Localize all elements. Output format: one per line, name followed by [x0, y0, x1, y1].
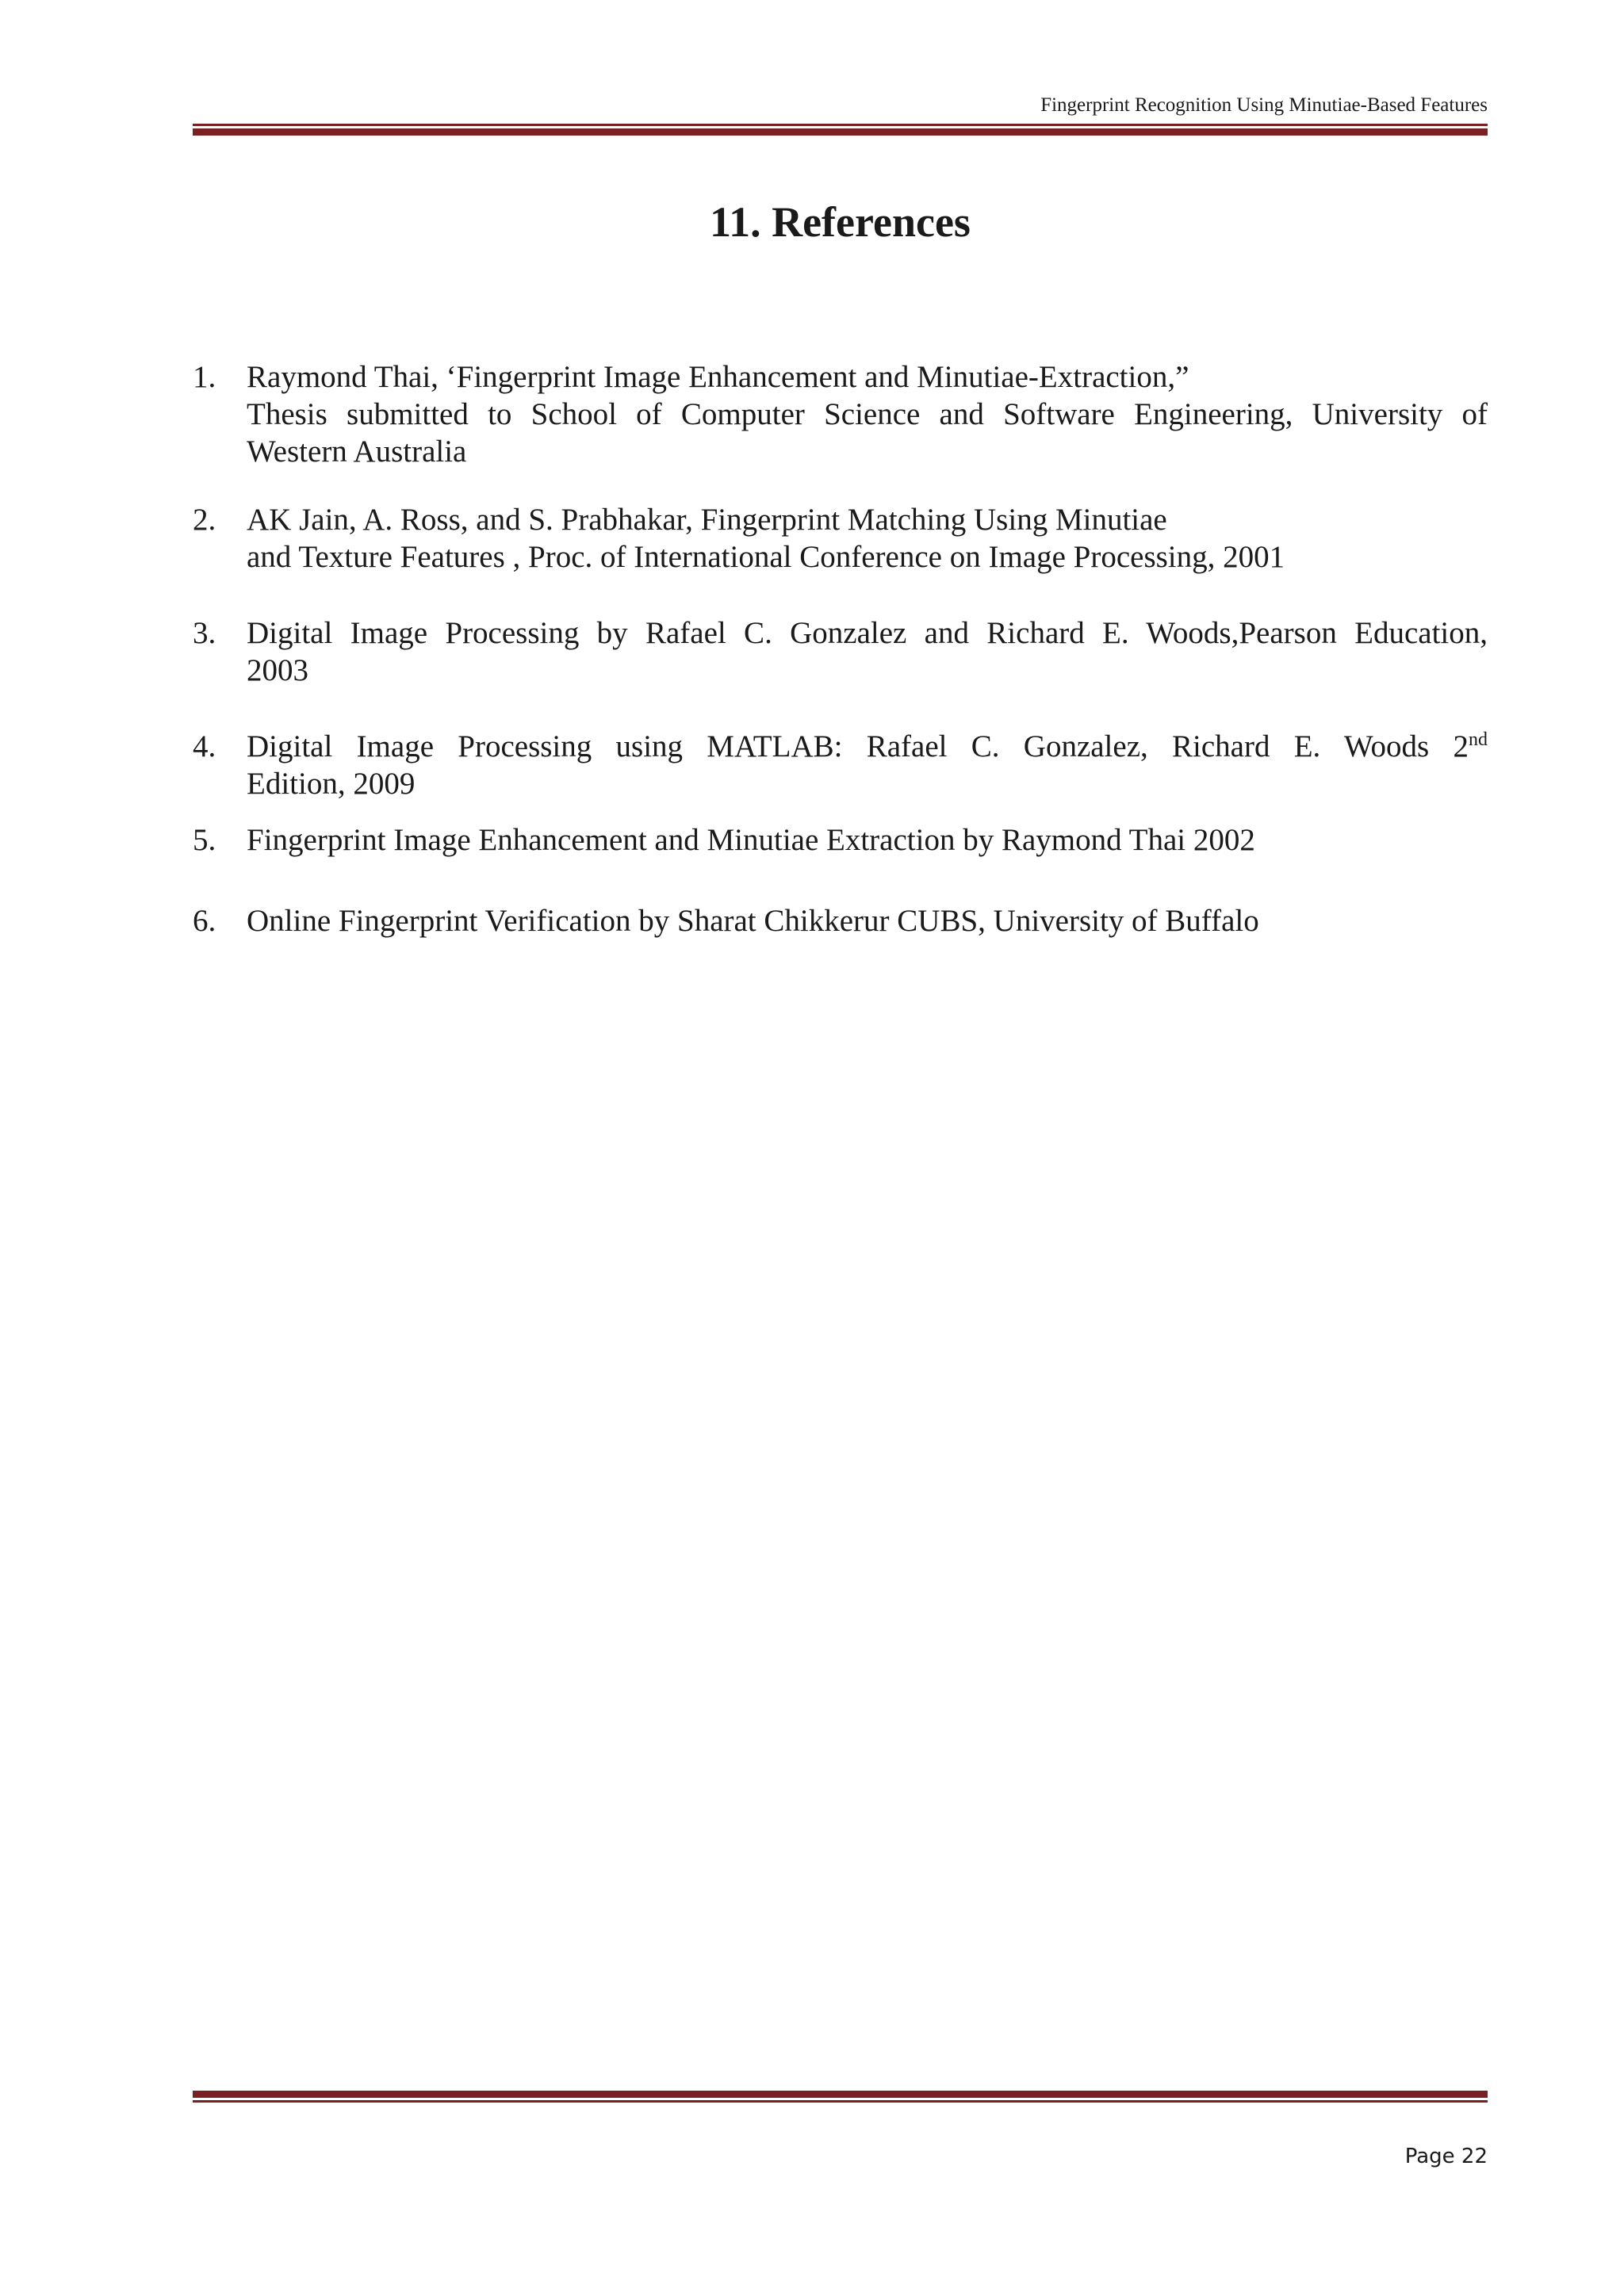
reference-item-5 — [193, 821, 1488, 859]
reference-text — [247, 902, 1488, 939]
ordinal-superscript: nd — [1469, 729, 1488, 750]
reference-text — [247, 358, 1488, 470]
section-heading: 11. References — [710, 198, 971, 246]
reference-item-6 — [193, 902, 1488, 939]
reference-number: 5. — [193, 823, 216, 857]
page-number: Page 22 — [1404, 2145, 1488, 2168]
reference-text — [247, 614, 1488, 689]
reference-text — [247, 821, 1488, 859]
running-header: Fingerprint Recognition Using Minutiae-Based Features — [1040, 94, 1488, 116]
reference-number: 4. — [193, 729, 216, 763]
footer-rule — [193, 2091, 1488, 2103]
reference-line: 2003 — [247, 653, 308, 687]
reference-line: and Texture Features , Proc. of International Conference on Image Processing, 2001 — [247, 540, 1285, 574]
reference-number: 6. — [193, 904, 216, 938]
reference-line: Thesis submitted to School of Computer Science and Software Engineering, University of — [247, 397, 1488, 431]
reference-line-text: Digital Image Processing using MATLAB: Rafael C. Gonzalez, Richard E. Woods 2 — [247, 729, 1469, 763]
reference-number: 3. — [193, 616, 216, 650]
reference-line: Online Fingerprint Verification by Sharat Chikkerur CUBS, University of Buffalo — [247, 904, 1259, 938]
reference-line: Raymond Thai, ‘Fingerprint Image Enhancement and Minutiae-Extraction,” — [247, 360, 1189, 394]
reference-number: 1. — [193, 360, 216, 394]
reference-item-1 — [193, 358, 1488, 470]
reference-line: Fingerprint Image Enhancement and Minutiae Extraction by Raymond Thai 2002 — [247, 823, 1255, 857]
header-rule — [193, 124, 1488, 136]
reference-text — [247, 728, 1488, 802]
reference-item-4 — [193, 728, 1488, 802]
reference-line — [247, 728, 1488, 765]
reference-item-3 — [193, 614, 1488, 689]
reference-item-2 — [193, 501, 1488, 576]
reference-line: AK Jain, A. Ross, and S. Prabhakar, Fingerprint Matching Using Minutiae — [247, 503, 1167, 537]
reference-number: 2. — [193, 503, 216, 537]
reference-line: Digital Image Processing by Rafael C. Gonzalez and Richard E. Woods,Pearson Education, — [247, 616, 1488, 650]
reference-text — [247, 501, 1488, 576]
reference-line: Edition, 2009 — [247, 767, 416, 801]
reference-line: Western Australia — [247, 434, 467, 469]
